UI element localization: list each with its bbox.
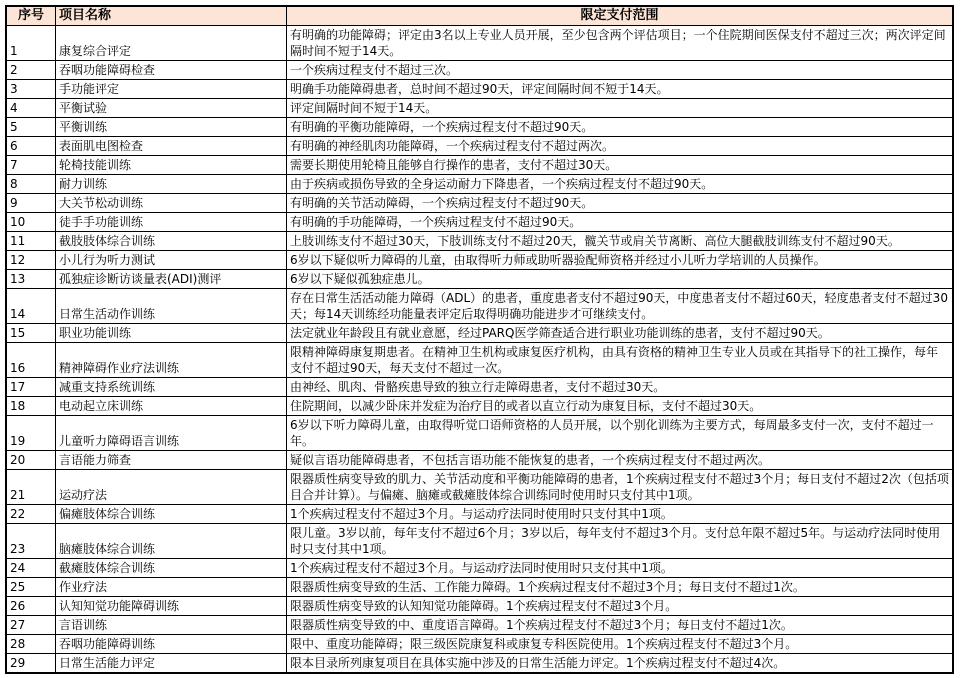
project-name-cell: 耐力训练: [56, 175, 287, 194]
project-name-cell: 吞咽功能障碍训练: [56, 635, 287, 654]
row-number-cell: 25: [6, 578, 56, 597]
payment-scope-cell: 有明确的关节活动障碍，一个疾病过程支付不超过90天。: [287, 194, 954, 213]
table-row: [6, 213, 953, 232]
table-row: [6, 289, 953, 324]
project-name-cell: 平衡训练: [56, 118, 287, 137]
row-number-cell: 26: [6, 597, 56, 616]
table-row: [6, 194, 953, 213]
table-body: [6, 26, 953, 674]
payment-scope-cell: 限中、重度功能障碍；限三级医院康复科或康复专科医院使用。1个疾病过程支付不超过3个月。: [287, 635, 954, 654]
project-name-cell: 作业疗法: [56, 578, 287, 597]
payment-scope-cell: 限精神障碍康复期患者。在精神卫生机构或康复医疗机构，由具有资格的精神卫生专业人员或在其指导下的社工操作，每年支付不超过90天，每天支付不超过一次。: [287, 343, 954, 378]
row-number-cell: 23: [6, 524, 56, 559]
row-number-cell: 22: [6, 505, 56, 524]
project-name-cell: 日常生活动作训练: [56, 289, 287, 324]
table-row: [6, 635, 953, 654]
project-name-cell: 运动疗法: [56, 470, 287, 505]
payment-scope-cell: 限器质性病变导致的肌力、关节活动度和平衡功能障碍的患者，1个疾病过程支付不超过3个月；每日支付不超过2次（包括项目合并计算）。与偏瘫、脑瘫或截瘫肢体综合训练同时使用时只支付其中1项。: [287, 470, 954, 505]
payment-scope-cell: 限器质性病变导致的生活、工作能力障碍。1个疾病过程支付不超过3个月；每日支付不超过1次。: [287, 578, 954, 597]
table-row: [6, 251, 953, 270]
row-number-cell: 5: [6, 118, 56, 137]
table-row: [6, 80, 953, 99]
row-number-cell: 1: [6, 26, 56, 61]
table-row: [6, 175, 953, 194]
payment-scope-cell: 由于疾病或损伤导致的全身运动耐力下降患者，一个疾病过程支付不超过90天。: [287, 175, 954, 194]
row-number-cell: 19: [6, 416, 56, 451]
project-name-cell: 电动起立床训练: [56, 397, 287, 416]
header-cell-payment-scope: 限定支付范围: [287, 6, 954, 26]
table-row: [6, 118, 953, 137]
table-row: [6, 270, 953, 289]
payment-scope-cell: 住院期间，以减少卧床并发症为治疗目的或者以直立行动为康复目标，支付不超过30天。: [287, 397, 954, 416]
project-name-cell: 孤独症诊断访谈量表(ADI)测评: [56, 270, 287, 289]
payment-scope-cell: 有明确的功能障碍；评定由3名以上专业人员开展，至少包含两个评估项目；一个住院期间医保支付不超过三次；两次评定间隔时间不短于14天。: [287, 26, 954, 61]
payment-scope-cell: 由神经、肌肉、骨骼疾患导致的独立行走障碍患者，支付不超过30天。: [287, 378, 954, 397]
project-name-cell: 手功能评定: [56, 80, 287, 99]
table-row: [6, 416, 953, 451]
table-row: [6, 524, 953, 559]
payment-scope-cell: 限器质性病变导致的认知知觉功能障碍。1个疾病过程支付不超过3个月。: [287, 597, 954, 616]
project-name-cell: 认知知觉功能障碍训练: [56, 597, 287, 616]
table-row: [6, 156, 953, 175]
table-row: [6, 61, 953, 80]
row-number-cell: 10: [6, 213, 56, 232]
header-cell-project-name: 项目名称: [56, 6, 287, 26]
payment-scope-cell: 明确手功能障碍患者，总时间不超过90天，评定间隔时间不短于14天。: [287, 80, 954, 99]
row-number-cell: 4: [6, 99, 56, 118]
header-cell-number: 序号: [6, 6, 56, 26]
table-row: [6, 451, 953, 470]
row-number-cell: 2: [6, 61, 56, 80]
project-name-cell: 表面肌电图检查: [56, 137, 287, 156]
project-name-cell: 大关节松动训练: [56, 194, 287, 213]
table-row: [6, 378, 953, 397]
payment-scope-cell: 存在日常生活活动能力障碍（ADL）的患者，重度患者支付不超过90天，中度患者支付不超过60天，轻度患者支付不超过30天；每14天训练经功能量表评定后取得明确功能进步才可继续支付。: [287, 289, 954, 324]
row-number-cell: 15: [6, 324, 56, 343]
project-name-cell: 职业功能训练: [56, 324, 287, 343]
table-row: [6, 597, 953, 616]
row-number-cell: 27: [6, 616, 56, 635]
payment-scope-cell: 一个疾病过程支付不超过三次。: [287, 61, 954, 80]
table-row: [6, 505, 953, 524]
project-name-cell: 言语训练: [56, 616, 287, 635]
row-number-cell: 9: [6, 194, 56, 213]
row-number-cell: 14: [6, 289, 56, 324]
payment-scope-cell: 上肢训练支付不超过30天，下肢训练支付不超过20天，髋关节或肩关节离断、高位大腿截肢训练支付不超过90天。: [287, 232, 954, 251]
payment-scope-cell: 限儿童。3岁以前，每年支付不超过6个月；3岁以后，每年支付不超过3个月。支付总年限不超过5年。与运动疗法同时使用时只支付其中1项。: [287, 524, 954, 559]
table-row: [6, 324, 953, 343]
project-name-cell: 截瘫肢体综合训练: [56, 559, 287, 578]
project-name-cell: 小儿行为听力测试: [56, 251, 287, 270]
payment-scope-cell: 限器质性病变导致的中、重度语言障碍。1个疾病过程支付不超过3个月；每日支付不超过1次。: [287, 616, 954, 635]
table-row: [6, 137, 953, 156]
payment-scope-cell: 疑似言语功能障碍患者，不包括言语功能不能恢复的患者，一个疾病过程支付不超过两次。: [287, 451, 954, 470]
table-row: [6, 616, 953, 635]
row-number-cell: 7: [6, 156, 56, 175]
row-number-cell: 28: [6, 635, 56, 654]
rehab-payment-scope-table: [5, 5, 954, 674]
table-row: [6, 343, 953, 378]
row-number-cell: 6: [6, 137, 56, 156]
row-number-cell: 11: [6, 232, 56, 251]
table-row: [6, 397, 953, 416]
row-number-cell: 20: [6, 451, 56, 470]
payment-scope-cell: 6岁以下疑似孤独症患儿。: [287, 270, 954, 289]
table-row: [6, 654, 953, 674]
table-row: [6, 578, 953, 597]
table-row: [6, 232, 953, 251]
payment-scope-cell: 限本目录所列康复项目在具体实施中涉及的日常生活能力评定。1个疾病过程支付不超过4次。: [287, 654, 954, 674]
project-name-cell: 言语能力筛查: [56, 451, 287, 470]
project-name-cell: 吞咽功能障碍检查: [56, 61, 287, 80]
row-number-cell: 24: [6, 559, 56, 578]
table-row: [6, 559, 953, 578]
payment-scope-cell: 1个疾病过程支付不超过3个月。与运动疗法同时使用时只支付其中1项。: [287, 559, 954, 578]
table-row: [6, 99, 953, 118]
row-number-cell: 3: [6, 80, 56, 99]
project-name-cell: 儿童听力障碍语言训练: [56, 416, 287, 451]
header-row: [6, 6, 953, 26]
payment-scope-cell: 法定就业年龄段且有就业意愿，经过PARQ医学筛查适合进行职业功能训练的患者，支付不超过90天。: [287, 324, 954, 343]
table-row: [6, 26, 953, 61]
payment-scope-cell: 评定间隔时间不短于14天。: [287, 99, 954, 118]
project-name-cell: 康复综合评定: [56, 26, 287, 61]
payment-scope-cell: 1个疾病过程支付不超过3个月。与运动疗法同时使用时只支付其中1项。: [287, 505, 954, 524]
payment-scope-cell: 需要长期使用轮椅且能够自行操作的患者，支付不超过30天。: [287, 156, 954, 175]
payment-scope-cell: 有明确的手功能障碍，一个疾病过程支付不超过90天。: [287, 213, 954, 232]
project-name-cell: 轮椅技能训练: [56, 156, 287, 175]
project-name-cell: 平衡试验: [56, 99, 287, 118]
project-name-cell: 日常生活能力评定: [56, 654, 287, 674]
project-name-cell: 减重支持系统训练: [56, 378, 287, 397]
payment-scope-cell: 6岁以下听力障碍儿童，由取得听觉口语师资格的人员开展，以个别化训练为主要方式，每周最多支付一次，支付不超过一年。: [287, 416, 954, 451]
payment-scope-cell: 6岁以下疑似听力障碍的儿童，由取得听力师或助听器验配师资格并经过小儿听力学培训的人员操作。: [287, 251, 954, 270]
payment-scope-cell: 有明确的神经肌肉功能障碍，一个疾病过程支付不超过两次。: [287, 137, 954, 156]
row-number-cell: 16: [6, 343, 56, 378]
table-row: [6, 470, 953, 505]
row-number-cell: 17: [6, 378, 56, 397]
payment-scope-cell: 有明确的平衡功能障碍，一个疾病过程支付不超过90天。: [287, 118, 954, 137]
row-number-cell: 8: [6, 175, 56, 194]
row-number-cell: 13: [6, 270, 56, 289]
row-number-cell: 29: [6, 654, 56, 674]
project-name-cell: 截肢肢体综合训练: [56, 232, 287, 251]
row-number-cell: 12: [6, 251, 56, 270]
project-name-cell: 脑瘫肢体综合训练: [56, 524, 287, 559]
row-number-cell: 21: [6, 470, 56, 505]
row-number-cell: 18: [6, 397, 56, 416]
project-name-cell: 精神障碍作业疗法训练: [56, 343, 287, 378]
project-name-cell: 徒手手功能训练: [56, 213, 287, 232]
project-name-cell: 偏瘫肢体综合训练: [56, 505, 287, 524]
